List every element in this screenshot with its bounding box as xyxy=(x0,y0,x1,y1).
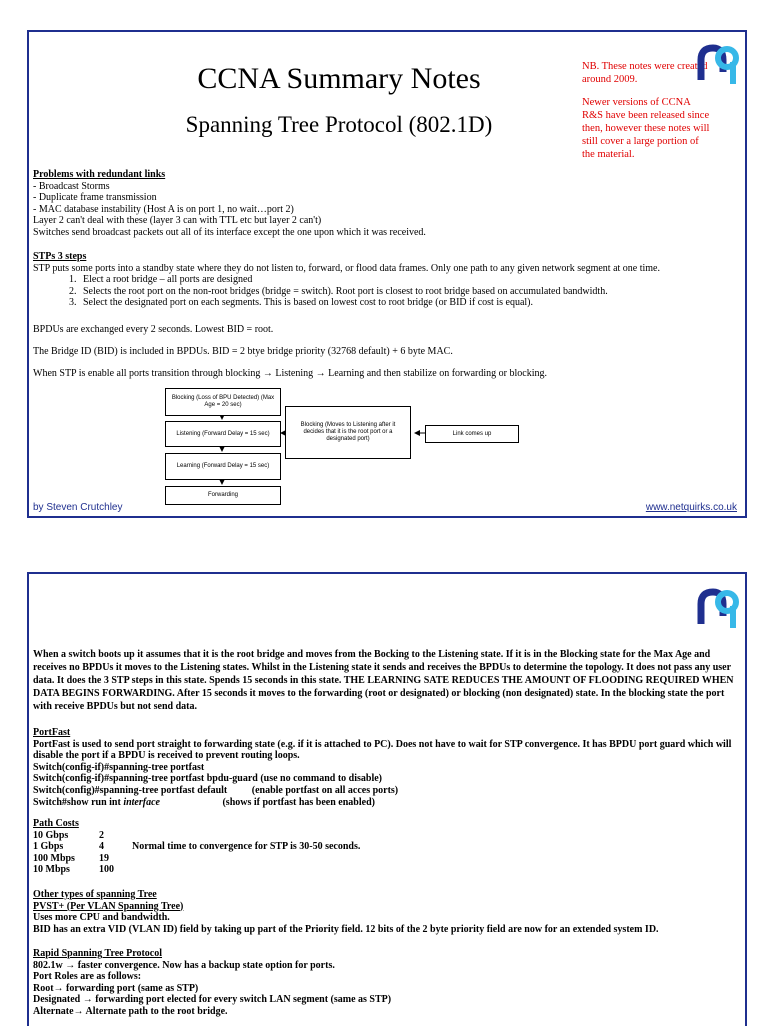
other-stp-heading: Other types of spanning Tree xyxy=(33,889,157,900)
path-cost-value: 100 xyxy=(99,864,114,876)
page-subtitle: Spanning Tree Protocol (802.1D) xyxy=(185,112,493,137)
author-byline: by Steven Crutchley xyxy=(33,502,123,513)
portfast-section xyxy=(33,727,737,808)
path-cost-row xyxy=(33,841,737,853)
other-stp-section xyxy=(33,889,737,935)
path-cost-speed: 100 Mbps xyxy=(33,852,75,864)
portfast-cmd: Switch(config-if)#spanning-tree portfast xyxy=(33,761,205,773)
stp-step: 3. Select the designated port on each segments. This is based on lowest cost to root bridge (or BID if cost is equal). xyxy=(79,297,737,309)
stp-intro: STP puts some ports into a standby state where they do not listen to, forward, or flood data frames. Only one path to any given network segment at one time. xyxy=(33,262,660,274)
portfast-cmd: Switch#show run int xyxy=(33,796,124,808)
portfast-heading: PortFast xyxy=(33,727,71,738)
path-cost-row xyxy=(33,830,737,842)
path-cost-row xyxy=(33,853,737,865)
page-title: CCNA Summary Notes xyxy=(197,62,481,95)
path-cost-value: 19 xyxy=(99,852,109,864)
stp-step: 1. Elect a root bridge – all ports are designed xyxy=(79,274,737,286)
website-link[interactable]: www.netquirks.co.uk xyxy=(645,502,737,513)
path-cost-value: 2 xyxy=(99,829,104,841)
rstp-line: Designated → forwarding port elected for every switch LAN segment (same as STP) xyxy=(33,994,392,1006)
portfast-cmd: Switch(config)#spanning-tree portfast default xyxy=(33,784,228,796)
problems-heading: Problems with redundant links xyxy=(33,169,166,180)
path-cost-value: 4 xyxy=(99,841,104,853)
slide-1 xyxy=(27,30,747,518)
portfast-cmd-italic: interface xyxy=(123,796,160,808)
portfast-cmd: Switch(config-if)#spanning-tree portfast bpdu-guard (use no command to disable) xyxy=(33,773,383,785)
pvst-heading: PVST+ (Per VLAN Spanning Tree) xyxy=(33,900,184,912)
nb-line-1: NB. These notes were created around 2009. xyxy=(582,61,708,85)
state-listening: Listening (Forward Delay = 15 sec) xyxy=(165,421,281,447)
problem-item: - Broadcast Storms xyxy=(33,180,110,192)
path-costs-section xyxy=(33,818,737,876)
problem-item: - Duplicate frame transmission xyxy=(33,192,157,204)
state-blocking-moves: Blocking (Moves to Listening after it decides that it is the root port or a designated port) xyxy=(285,406,411,459)
nb-line-2: Newer versions of CCNA R&S have been released since then, however these notes will still cover a large portion of the material. xyxy=(582,97,710,160)
state-blocking-max-age: Blocking (Loss of BPU Detected) (Max Age = 20 sec) xyxy=(165,388,281,416)
slide-2 xyxy=(27,572,747,1026)
portfast-cmd-note: (shows if portfast has been enabled) xyxy=(222,796,375,808)
problem-item: - MAC database instability (Host A is on port 1, no wait…port 2) xyxy=(33,203,294,215)
bpdu-line: BPDUs are exchanged every 2 seconds. Lowest BID = root. xyxy=(33,324,274,335)
state-link-up: Link comes up xyxy=(425,425,519,443)
netquirks-logo-icon xyxy=(695,584,739,634)
boot-paragraph: When a switch boots up it assumes that it is the root bridge and moves from the Bocking to the Listening state. If it is in the Blocking state for the Max Age and receives no BPDUs it moves to the Listening states. Whilst in the Listening state it sends and receives the BPDUs to determine the topology. It does not pass any user data. It does the 3 STP steps in this state. Spends 15 seconds in this state. THE LEARNING SATE REDUCES THE AMOUNT OF FLOODING REQUIRED WHEN DATA BEGINS FORWARDING. After 15 seconds it moves to the forwarding (root or designated) or blocking (non designated) state. In the blocking state the port with receive BPDUs but not send data. xyxy=(33,649,734,712)
path-cost-row xyxy=(33,864,737,876)
rstp-line: 802.1w → faster convergence. Now has a backup state option for ports. xyxy=(33,959,335,971)
path-cost-speed: 10 Gbps xyxy=(33,829,69,841)
transition-line: When STP is enable all ports transition through blocking → Listening → Learning and then stabilize on forwarding or blocking. xyxy=(33,368,547,379)
bid-line: The Bridge ID (BID) is included in BPDUs. BID = 2 btye bridge priority (32768 default) + 6 byte MAC. xyxy=(33,346,453,357)
portfast-cmd-row xyxy=(33,785,737,797)
path-costs-heading: Path Costs xyxy=(33,818,79,829)
state-learning: Learning (Forward Delay = 15 sec) xyxy=(165,453,281,480)
rstp-line: Alternate→ Alternate path to the root bridge. xyxy=(33,1005,228,1017)
portfast-desc: PortFast is used to send port straight to forwarding state (e.g. if it is attached to PC). Does not have to wait for STP convergence. It has BPDU port guard which will disable the port if a BPDU is received to prevent routing loops. xyxy=(33,738,732,762)
problem-item: Layer 2 can't deal with these (layer 3 can with TTL etc but layer 2 can't) xyxy=(33,215,322,227)
problem-item: Switches send broadcast packets out all of its interface except the one upon which it was received. xyxy=(33,226,426,238)
rstp-line: Port Roles are as follows: xyxy=(33,971,142,983)
rstp-heading: Rapid Spanning Tree Protocol xyxy=(33,948,163,959)
portfast-cmd-note: (enable portfast on all acces ports) xyxy=(251,784,399,796)
stp-step: 2. Selects the root port on the non-root bridges (bridge = switch). Root port is closest to root bridge based on accumulated bandwidth. xyxy=(79,286,737,298)
stp-heading: STPs 3 steps xyxy=(33,251,87,262)
state-forwarding: Forwarding xyxy=(165,486,281,505)
path-cost-speed: 10 Mbps xyxy=(33,864,70,876)
path-cost-speed: 1 Gbps xyxy=(33,841,64,853)
pvst-line: Uses more CPU and bandwidth. xyxy=(33,912,170,924)
rstp-line: Root→ forwarding port (same as STP) xyxy=(33,982,199,994)
portfast-cmd-row xyxy=(33,797,737,809)
convergence-note: Normal time to convergence for STP is 30-50 seconds. xyxy=(132,841,361,853)
rstp-section xyxy=(33,948,737,1018)
pvst-line: BID has an extra VID (VLAN ID) field by taking up part of the Priority field. 12 bits of the 2 byte priority field are now for an extended system ID. xyxy=(33,923,659,935)
